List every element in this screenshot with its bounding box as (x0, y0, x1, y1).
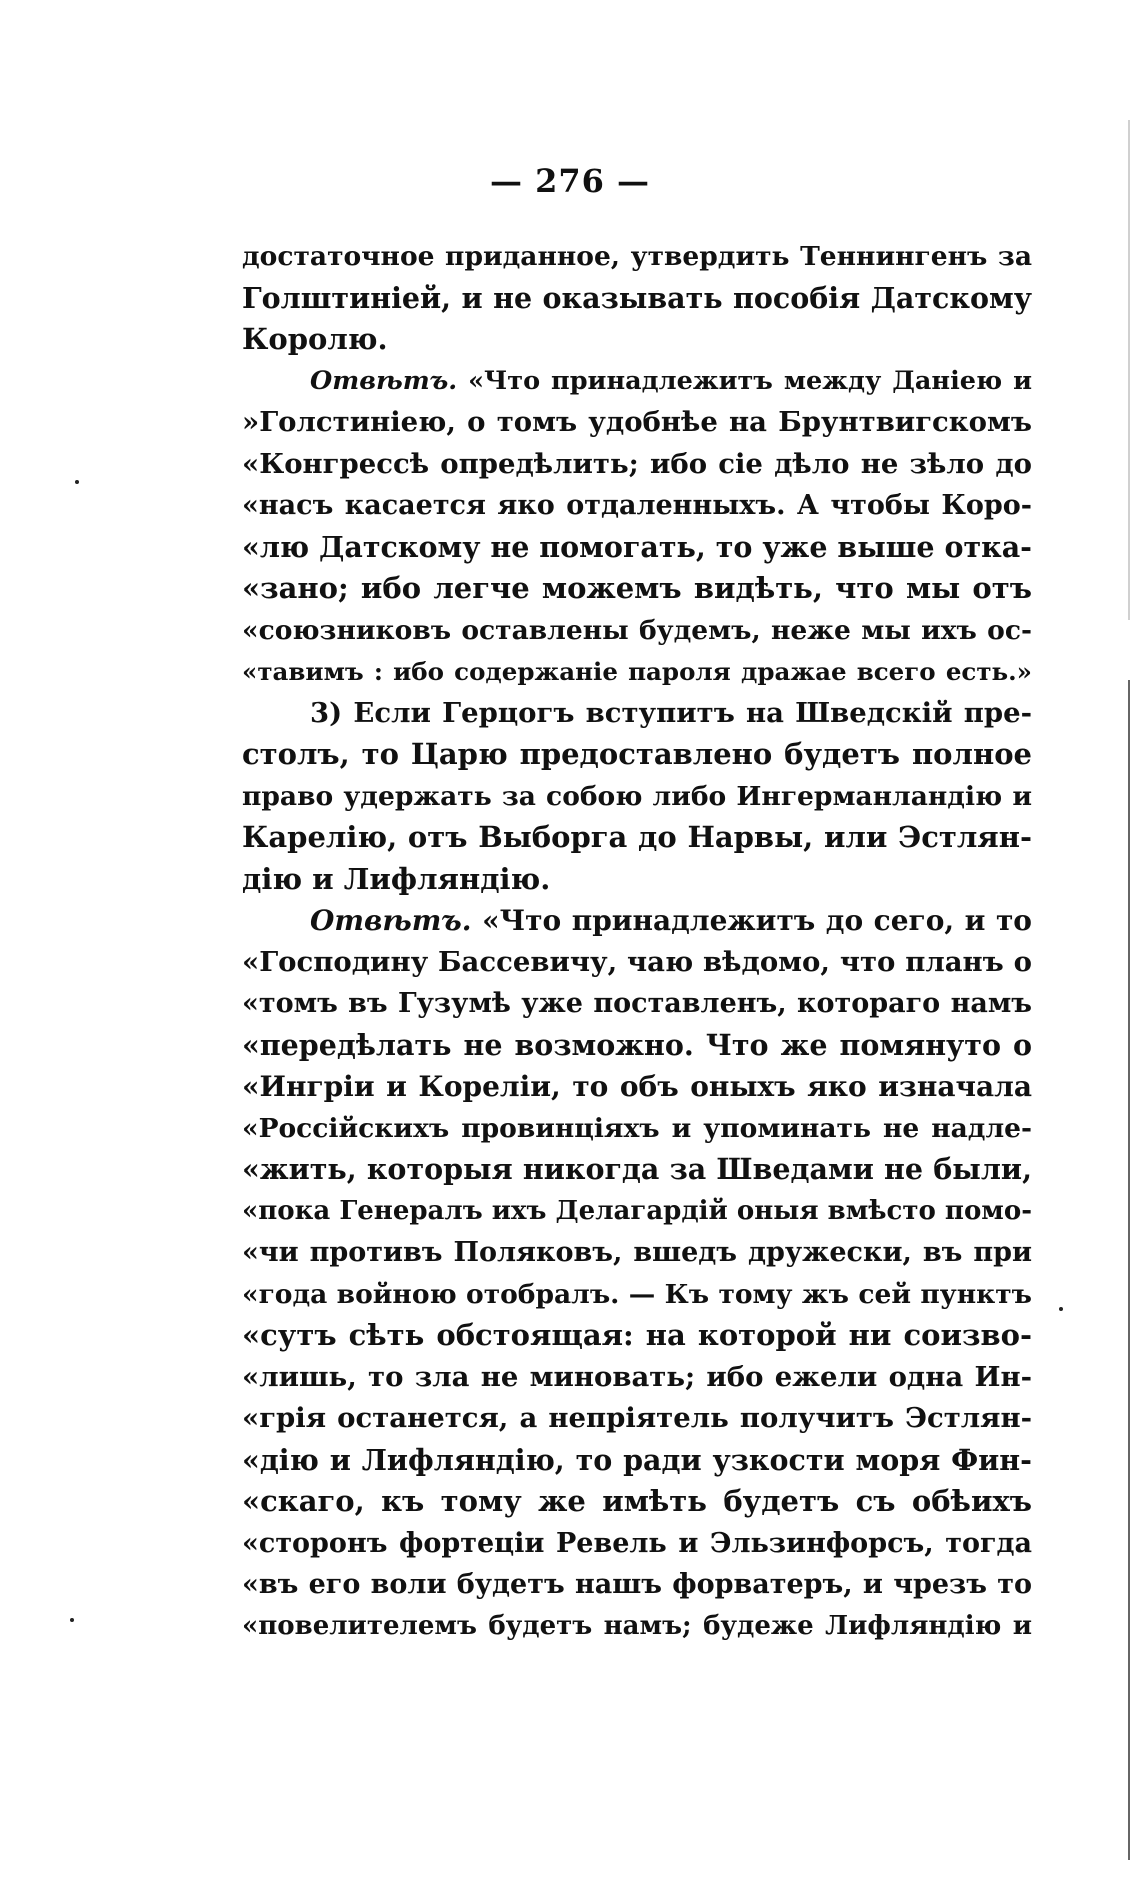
text-line (242, 1066, 1032, 1108)
text-line (242, 1315, 1032, 1357)
line-text: «Россійскихъ провинціяхъ и упоминать не надле- (242, 1112, 1032, 1144)
text-line (242, 1232, 1032, 1274)
line-text: Карелію, отъ Выборга до Нарвы, или Эстлян- (242, 820, 1032, 854)
line-text: «тавимъ : ибо содержаніе пароля дражае всего есть.» (242, 657, 1032, 686)
line-text: Королю. (242, 322, 388, 356)
text-line (242, 1523, 1032, 1565)
print-speck (1059, 1307, 1063, 1311)
line-text: «скаго, къ тому же имѣть будетъ съ обѣихъ (242, 1484, 1032, 1518)
line-text: «дію и Лифляндію, то ради узкости моря Фин- (242, 1442, 1032, 1477)
line-text: дію и Лифляндію. (242, 861, 551, 896)
line-text: «томъ въ Гузумѣ уже поставленъ, котораго намъ (242, 988, 1032, 1019)
line-text: «грія останется, а непріятель получитъ Эстлян- (242, 1402, 1032, 1434)
text-line (242, 610, 1032, 652)
text-line (242, 1191, 1032, 1233)
text-line (242, 485, 1032, 527)
text-line (242, 1481, 1032, 1523)
text-line (242, 1440, 1032, 1482)
text-line (242, 1025, 1032, 1067)
line-text: «Господину Бассевичу, чаю вѣдомо, что планъ о (242, 945, 1032, 978)
line-text: Голштиніей, и не оказывать пособія Датскому (242, 280, 1032, 315)
line-text: «пока Генералъ ихъ Делагардій оныя вмѣсто помо- (242, 1195, 1032, 1226)
line-text: «передѣлать не возможно. Что же помянуто о (242, 1027, 1032, 1062)
line-text: «Ингріи и Кореліи, то объ оныхъ яко изначала (242, 1070, 1032, 1103)
line-text: «Конгрессѣ опредѣлить; ибо сіе дѣло не зѣло до (242, 447, 1032, 480)
line-text: «года войною отобралъ. — Къ тому жъ сей пунктъ (242, 1278, 1032, 1310)
text-line (242, 236, 1032, 278)
text-line (242, 734, 1032, 776)
text-line (242, 361, 1032, 403)
text-line (242, 1149, 1032, 1191)
line-text: «насъ касается яко отдаленныхъ. А чтобы Коро- (242, 490, 1032, 521)
text-line (242, 693, 1032, 735)
line-text: «жить, которыя никогда за Шведами не были, (242, 1152, 1032, 1186)
line-text: «зано; ибо легче можемъ видѣть, что мы отъ (242, 571, 1032, 605)
text-line (242, 1274, 1032, 1316)
text-line (242, 651, 1032, 693)
line-text: «чи противъ Поляковъ, вшедъ дружески, въ при (242, 1237, 1032, 1268)
text-line (242, 1606, 1032, 1648)
line-text: «въ его воли будетъ нашъ форватеръ, и чрезъ то (242, 1569, 1032, 1600)
text-line (242, 568, 1032, 610)
print-speck (75, 480, 79, 484)
text-line (242, 527, 1032, 569)
line-text: «Что принадлежитъ до сего, и то (471, 904, 1032, 937)
text-line (242, 1564, 1032, 1606)
text-line (242, 859, 1032, 901)
answer-label: Отвѣтъ. (310, 365, 458, 396)
text-line (242, 983, 1032, 1025)
text-line (242, 319, 1032, 361)
line-text: «повелителемъ будетъ намъ; будеже Лифляндію и (242, 1610, 1032, 1641)
line-text: «лю Датскому не помогать, то уже выше отка- (242, 529, 1032, 564)
print-speck (70, 1618, 74, 1622)
text-line (242, 1108, 1032, 1150)
text-line (242, 817, 1032, 859)
line-text: столъ, то Царю предоставлено будетъ полное (242, 737, 1032, 771)
text-line (242, 776, 1032, 818)
body-text (242, 236, 1032, 1647)
text-line (242, 1357, 1032, 1399)
text-line (242, 900, 1032, 942)
line-text: »Голстиніею, о томъ удобнѣе на Брунтвигскомъ (242, 406, 1032, 438)
text-line (242, 942, 1032, 984)
line-text: «Что принадлежитъ между Даніею и (457, 365, 1032, 396)
text-line (242, 402, 1032, 444)
line-text: право удержать за собою либо Ингерманландію и (242, 780, 1032, 812)
line-text: «союзниковъ оставлены будемъ, неже мы ихъ ос- (242, 614, 1032, 646)
line-text: «сторонъ фортеціи Ревель и Эльзинфорсъ, тогда (242, 1527, 1032, 1559)
text-line (242, 444, 1032, 486)
text-line (242, 1398, 1032, 1440)
page-number: — 276 — (489, 162, 651, 200)
page-edge-line (1128, 680, 1130, 1860)
answer-label: Отвѣтъ. (310, 904, 472, 937)
line-text: 3) Если Герцогъ вступитъ на Шведскій пре- (310, 696, 1032, 729)
line-text: «лишь, то зла не миновать; ибо ежели одна Ин- (242, 1360, 1032, 1393)
line-text: достаточное приданное, утвердить Теннингенъ за (242, 241, 1032, 272)
text-line (242, 278, 1032, 320)
line-text: «сутъ сѣть обстоящая: на которой ни соизво- (242, 1318, 1032, 1352)
